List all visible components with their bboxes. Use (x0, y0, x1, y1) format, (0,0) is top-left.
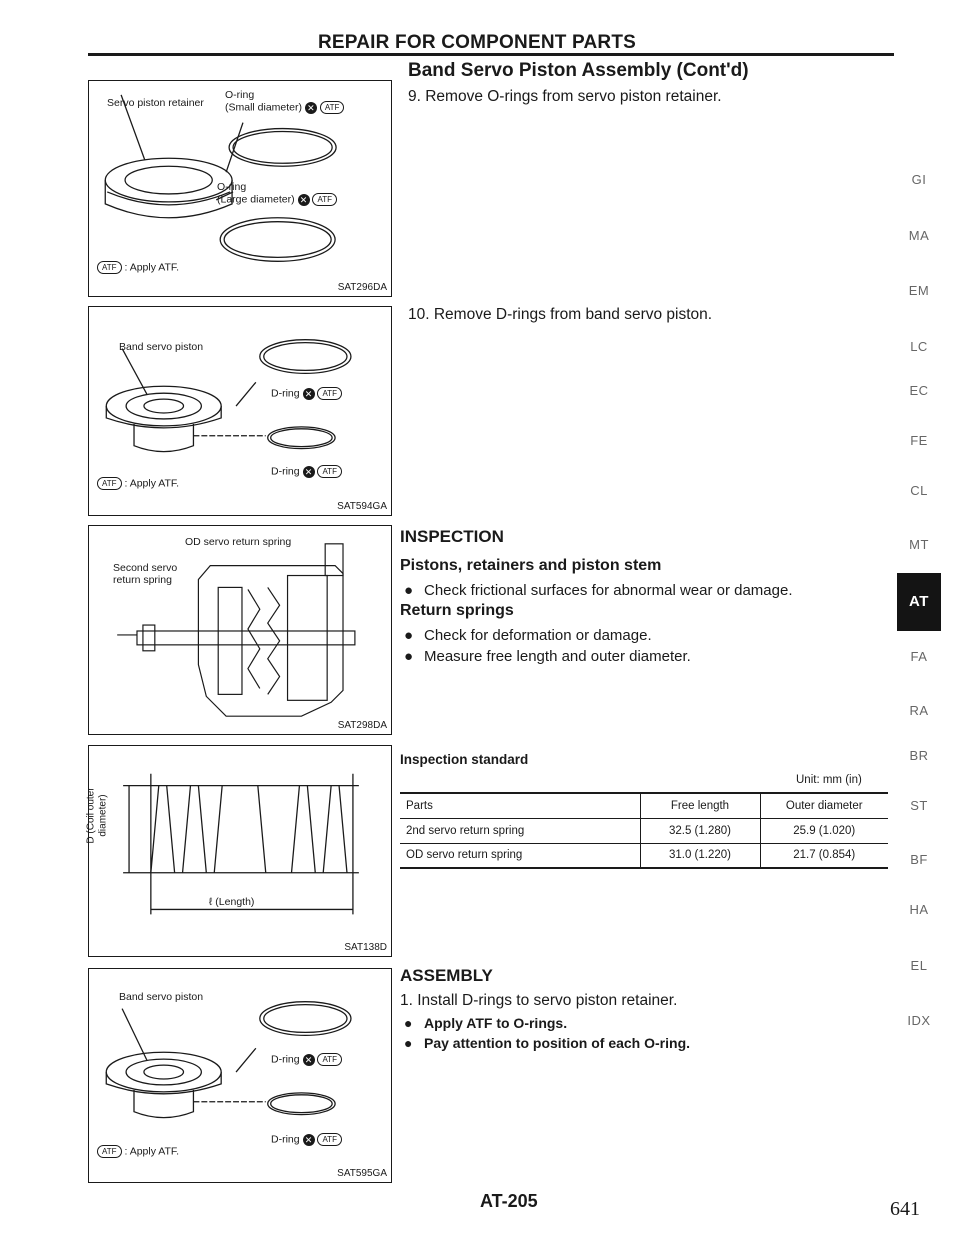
side-tab-fa[interactable]: FA (910, 649, 928, 664)
table-header: Parts (400, 793, 640, 818)
atf-icon: ATF (317, 465, 342, 478)
page-number: 641 (890, 1198, 920, 1220)
inspection-bullet-2: ● Check for deformation or damage. (404, 627, 652, 644)
figure-spring-dimensions (85, 745, 392, 957)
figure-code: SAT595GA (337, 1168, 387, 1179)
side-tab-st[interactable]: ST (910, 798, 928, 813)
table-cell: OD servo return spring (400, 843, 640, 868)
label-band-servo-piston: Band servo piston (119, 991, 204, 1003)
side-tab-gi[interactable]: GI (911, 172, 927, 187)
label-dring-upper: D-ring ✕ ATF (271, 1053, 342, 1066)
table-header: Outer diameter (760, 793, 888, 818)
do-not-reuse-icon: ✕ (303, 388, 315, 400)
table-cell: 21.7 (0.854) (760, 843, 888, 868)
step-10: 10. Remove D-rings from band servo piston. (408, 306, 713, 323)
side-tab-cl[interactable]: CL (910, 483, 928, 498)
side-tab-mt[interactable]: MT (909, 537, 929, 552)
label-apply-atf: ATF : Apply ATF. (97, 261, 179, 274)
label-oring-large: O-ring (Large diameter) ✕ ATF (217, 181, 337, 206)
figure-code: SAT298DA (337, 720, 387, 731)
inspection-bullet-1: ● Check frictional surfaces for abnormal wear or damage. (404, 582, 793, 599)
atf-icon: ATF (320, 101, 345, 114)
side-tab-idx[interactable]: IDX (907, 1013, 931, 1028)
assembly-bullet-1: ● Apply ATF to O-rings. (404, 1015, 568, 1031)
table-header: Free length (640, 793, 760, 818)
figure-oring-retainer (88, 80, 392, 297)
inspection-subheading-pistons: Pistons, retainers and piston stem (400, 557, 662, 574)
side-tab-ra[interactable]: RA (909, 703, 929, 718)
side-tab-em[interactable]: EM (908, 283, 930, 298)
table-header-row (400, 793, 888, 818)
do-not-reuse-icon: ✕ (305, 102, 317, 114)
inspection-standard-heading: Inspection standard (400, 752, 529, 767)
return-springs-drawing (89, 526, 391, 734)
table-cell: 32.5 (1.280) (640, 818, 760, 843)
side-tab-ma[interactable]: MA (908, 228, 930, 243)
figure-code: SAT138D (344, 942, 387, 953)
side-tab-at-active[interactable]: AT (897, 573, 941, 631)
header-rule (88, 53, 894, 56)
figure-code: SAT594GA (337, 501, 387, 512)
inspection-heading: INSPECTION (400, 527, 504, 546)
atf-icon: ATF (312, 193, 337, 206)
side-tab-fe[interactable]: FE (910, 433, 928, 448)
inspection-bullet-3: ● Measure free length and outer diameter. (404, 648, 691, 665)
label-coil-outer-diameter: D (Coil outer diameter) (85, 787, 109, 844)
side-tab-el[interactable]: EL (910, 958, 928, 973)
table-cell: 25.9 (1.020) (760, 818, 888, 843)
assembly-heading: ASSEMBLY (400, 966, 493, 985)
label-servo-piston-retainer: Servo piston retainer (107, 97, 204, 109)
do-not-reuse-icon: ✕ (303, 1054, 315, 1066)
assembly-step-1: 1. Install D-rings to servo piston retainer. (400, 992, 678, 1009)
figure-band-servo-drings (88, 306, 392, 516)
label-dring-lower: D-ring ✕ ATF (271, 1133, 342, 1146)
page-code: AT-205 (480, 1191, 538, 1211)
figure-return-springs (88, 525, 392, 735)
atf-icon: ATF (97, 477, 122, 490)
atf-icon: ATF (97, 261, 122, 274)
label-od-servo-return-spring: OD servo return spring (185, 536, 292, 548)
label-dring-upper: D-ring ✕ ATF (271, 387, 342, 400)
table-row (400, 818, 888, 843)
section-title: Band Servo Piston Assembly (Cont'd) (408, 60, 749, 81)
atf-icon: ATF (317, 1133, 342, 1146)
side-tab-ec[interactable]: EC (909, 383, 929, 398)
side-tab-ha[interactable]: HA (909, 902, 929, 917)
do-not-reuse-icon: ✕ (298, 194, 310, 206)
side-tab-br[interactable]: BR (909, 748, 929, 763)
table-row (400, 843, 888, 868)
label-apply-atf: ATF : Apply ATF. (97, 477, 179, 490)
spring-dimensions-drawing (89, 746, 391, 956)
do-not-reuse-icon: ✕ (303, 1134, 315, 1146)
table-cell: 31.0 (1.220) (640, 843, 760, 868)
page-header: REPAIR FOR COMPONENT PARTS (318, 32, 637, 53)
label-dring-lower: D-ring ✕ ATF (271, 465, 342, 478)
label-length: ℓ (Length) (209, 896, 255, 908)
side-tab-lc[interactable]: LC (910, 339, 928, 354)
assembly-bullet-2: ● Pay attention to position of each O-ring. (404, 1035, 691, 1051)
table-cell: 2nd servo return spring (400, 818, 640, 843)
side-tab-bf[interactable]: BF (910, 852, 928, 867)
inspection-subheading-springs: Return springs (400, 602, 514, 619)
label-band-servo-piston: Band servo piston (119, 341, 204, 353)
atf-icon: ATF (97, 1145, 122, 1158)
do-not-reuse-icon: ✕ (303, 466, 315, 478)
label-second-servo-return-spring: Second servo return spring (113, 562, 178, 587)
label-oring-small: O-ring (Small diameter) ✕ ATF (225, 89, 344, 114)
inspection-standard-table (400, 792, 888, 869)
atf-icon: ATF (317, 1053, 342, 1066)
figure-code: SAT296DA (337, 282, 387, 293)
atf-icon: ATF (317, 387, 342, 400)
step-9: 9. Remove O-rings from servo piston retainer. (408, 88, 722, 105)
figure-band-servo-drings-assembly (88, 968, 392, 1183)
label-apply-atf: ATF : Apply ATF. (97, 1145, 179, 1158)
table-unit: Unit: mm (in) (796, 774, 862, 786)
